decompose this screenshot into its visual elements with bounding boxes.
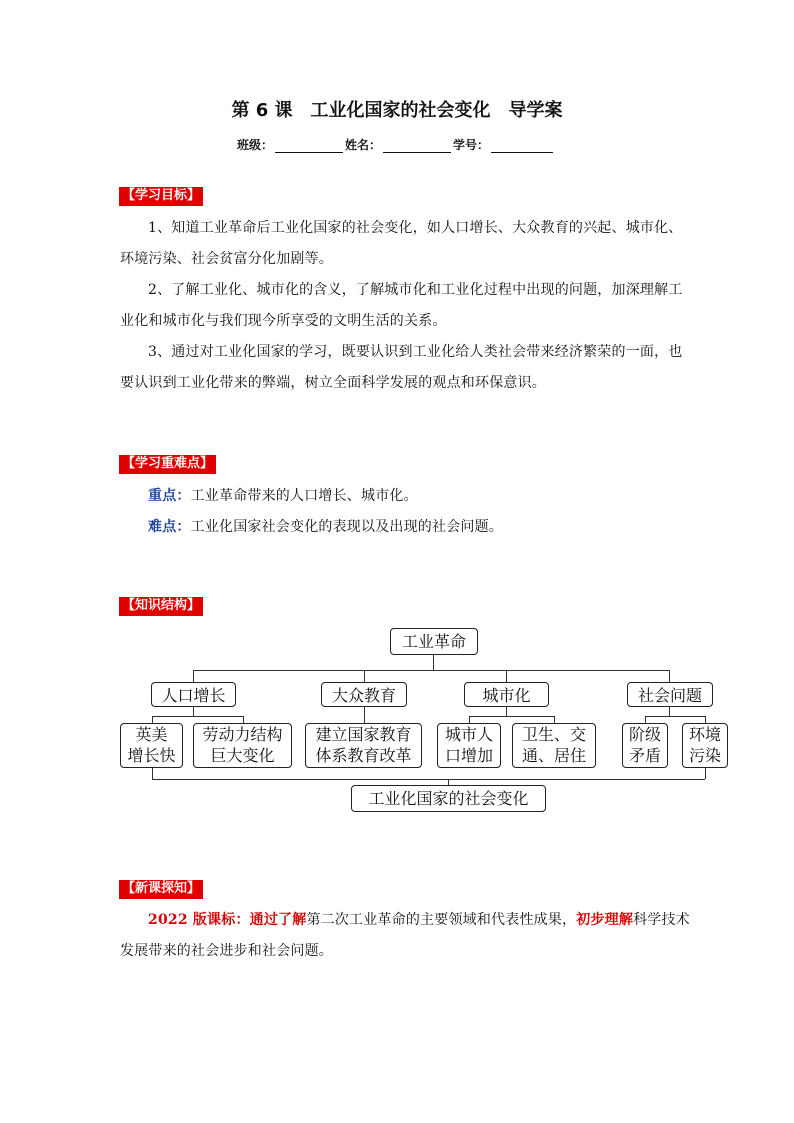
connector-branch-4 xyxy=(669,670,670,682)
connector-leaf-4a xyxy=(645,716,646,723)
class-blank[interactable] xyxy=(275,140,343,153)
node-leaf-urban-population: 城市人 口增加 xyxy=(437,723,501,768)
connector-leaf-1b xyxy=(243,716,244,723)
connector-leaf-stem-4 xyxy=(669,707,670,716)
connector-leaf-bar-1 xyxy=(152,716,243,717)
node-branch-social-issues: 社会问题 xyxy=(627,682,713,707)
connector-leaf-4b xyxy=(705,716,706,723)
goals-tag: 【学习目标】 xyxy=(119,187,203,206)
node-branch-urbanization: 城市化 xyxy=(464,682,549,707)
structure-tag: 【知识结构】 xyxy=(119,597,203,616)
important-point xyxy=(120,481,690,512)
goal-item-1: 1、知道工业革命后工业化国家的社会变化，如人口增长、大众教育的兴起、城市化、环境污染、社会贫富分化加剧等。 xyxy=(120,220,683,267)
connector-branch-1 xyxy=(193,670,194,682)
curriculum-standard xyxy=(120,905,690,967)
connector-branch-2 xyxy=(364,670,365,682)
highlight-understand-a: 初步理 xyxy=(576,912,619,928)
standard-text-1: 第二次工业革命的主要领域和代表性成果， xyxy=(306,912,577,928)
connector-branch-3 xyxy=(506,670,507,682)
node-leaf-labor-structure: 劳动力结构 巨大变化 xyxy=(193,723,292,768)
highlight-understand-b: 解 xyxy=(618,912,634,928)
connector-bottom-2 xyxy=(705,768,706,779)
connector-leaf-3b xyxy=(554,716,555,723)
connector-bottom-1 xyxy=(152,768,153,779)
name-label: 姓名： xyxy=(345,138,382,152)
standard-label: 2022 版课标： xyxy=(148,912,250,928)
connector-leaf-bar-4 xyxy=(645,716,705,717)
difficult-label: 难点： xyxy=(148,519,191,535)
node-leaf-hygiene-transport: 卫生、交 通、居住 xyxy=(512,723,596,768)
important-text: 工业革命带来的人口增长、城市化。 xyxy=(190,488,418,504)
node-branch-population: 人口增长 xyxy=(151,682,236,707)
student-info-line xyxy=(237,136,555,153)
page-title: 第 6 课 工业化国家的社会变化 导学案 xyxy=(231,100,563,121)
node-root: 工业革命 xyxy=(390,628,478,655)
node-leaf-education-system: 建立国家教育 体系教育改革 xyxy=(305,723,422,768)
connector-leaf-3a xyxy=(469,716,470,723)
node-leaf-class-conflict: 阶级 矛盾 xyxy=(622,723,668,768)
connector-leaf-2 xyxy=(364,707,365,723)
goal-item-2: 2、了解工业化、城市化的含义，了解城市化和工业化过程中出现的问题，加深理解工业化和城市化与我们现今所享受的文明生活的关系。 xyxy=(120,282,683,329)
highlight-learn: 通过了解 xyxy=(249,912,307,928)
connector-branch-bar xyxy=(193,670,669,671)
new-lesson-tag: 【新课探知】 xyxy=(119,880,203,899)
standard-text-2: 科学技术发展带来的社会进步和社会问题。 xyxy=(120,912,690,959)
id-label: 学号： xyxy=(453,138,490,152)
connector-leaf-bar-3 xyxy=(469,716,554,717)
connector-leaf-stem-3 xyxy=(506,707,507,716)
goals-list xyxy=(120,213,690,399)
connector-root-down xyxy=(433,655,434,670)
key-points xyxy=(120,481,690,543)
difficult-text: 工业化国家社会变化的表现以及出现的社会问题。 xyxy=(190,519,504,535)
name-blank[interactable] xyxy=(383,140,451,153)
id-blank[interactable] xyxy=(491,140,553,153)
node-leaf-uk-us-growth: 英美 增长快 xyxy=(120,723,183,768)
node-branch-education: 大众教育 xyxy=(321,682,407,707)
node-leaf-pollution: 环境 污染 xyxy=(682,723,728,768)
important-label: 重点： xyxy=(148,488,191,504)
class-label: 班级： xyxy=(237,138,274,152)
node-result: 工业化国家的社会变化 xyxy=(351,785,546,812)
connector-bottom-bar xyxy=(152,779,705,780)
goal-item-3: 3、通过对工业化国家的学习，既要认识到工业化给人类社会带来经济繁荣的一面，也要认识到工业化带来的弊端，树立全面科学发展的观点和环保意识。 xyxy=(120,344,683,391)
difficult-point xyxy=(120,512,690,543)
connector-leaf-stem-1 xyxy=(193,707,194,716)
key-points-tag: 【学习重难点】 xyxy=(119,455,216,474)
connector-leaf-1a xyxy=(152,716,153,723)
